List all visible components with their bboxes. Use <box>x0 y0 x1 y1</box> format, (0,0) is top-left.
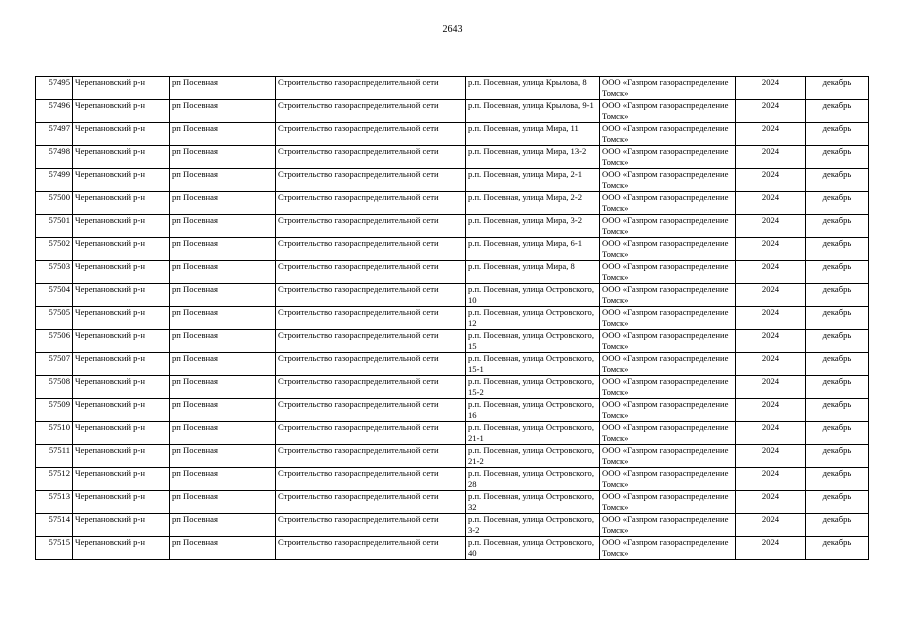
cell-address: р.п. Посевная, улица Крылова, 8 <box>466 77 600 100</box>
cell-settlement: рп Посевная <box>170 307 276 330</box>
cell-district: Черепановский р-н <box>73 100 170 123</box>
table-row <box>36 445 869 468</box>
cell-record-number: 57508 <box>36 376 73 399</box>
cell-year: 2024 <box>736 445 806 468</box>
cell-settlement: рп Посевная <box>170 491 276 514</box>
cell-address: р.п. Посевная, улица Островского, 16 <box>466 399 600 422</box>
cell-district: Черепановский р-н <box>73 284 170 307</box>
cell-work-type: Строительство газораспределительной сети <box>276 215 466 238</box>
cell-address: р.п. Посевная, улица Островского, 32 <box>466 491 600 514</box>
cell-organization: ООО «Газпром газораспределение Томск» <box>600 422 736 445</box>
table-row <box>36 376 869 399</box>
cell-address: р.п. Посевная, улица Островского, 3-2 <box>466 514 600 537</box>
cell-settlement: рп Посевная <box>170 238 276 261</box>
cell-record-number: 57507 <box>36 353 73 376</box>
cell-organization: ООО «Газпром газораспределение Томск» <box>600 468 736 491</box>
cell-district: Черепановский р-н <box>73 468 170 491</box>
table-row <box>36 261 869 284</box>
cell-district: Черепановский р-н <box>73 123 170 146</box>
table-row <box>36 307 869 330</box>
page-number: 2643 <box>442 24 463 35</box>
cell-district: Черепановский р-н <box>73 146 170 169</box>
cell-year: 2024 <box>736 146 806 169</box>
cell-month: декабрь <box>806 376 869 399</box>
cell-record-number: 57500 <box>36 192 73 215</box>
cell-year: 2024 <box>736 330 806 353</box>
table-row <box>36 77 869 100</box>
cell-record-number: 57506 <box>36 330 73 353</box>
cell-year: 2024 <box>736 376 806 399</box>
cell-month: декабрь <box>806 330 869 353</box>
cell-settlement: рп Посевная <box>170 100 276 123</box>
cell-year: 2024 <box>736 215 806 238</box>
cell-settlement: рп Посевная <box>170 537 276 560</box>
cell-work-type: Строительство газораспределительной сети <box>276 169 466 192</box>
cell-year: 2024 <box>736 537 806 560</box>
cell-address: р.п. Посевная, улица Мира, 11 <box>466 123 600 146</box>
table-row <box>36 192 869 215</box>
cell-district: Черепановский р-н <box>73 445 170 468</box>
cell-settlement: рп Посевная <box>170 422 276 445</box>
cell-year: 2024 <box>736 307 806 330</box>
cell-settlement: рп Посевная <box>170 169 276 192</box>
cell-month: декабрь <box>806 100 869 123</box>
cell-district: Черепановский р-н <box>73 537 170 560</box>
cell-organization: ООО «Газпром газораспределение Томск» <box>600 261 736 284</box>
cell-address: р.п. Посевная, улица Островского, 28 <box>466 468 600 491</box>
cell-record-number: 57509 <box>36 399 73 422</box>
cell-settlement: рп Посевная <box>170 353 276 376</box>
cell-organization: ООО «Газпром газораспределение Томск» <box>600 238 736 261</box>
cell-work-type: Строительство газораспределительной сети <box>276 238 466 261</box>
cell-work-type: Строительство газораспределительной сети <box>276 192 466 215</box>
cell-year: 2024 <box>736 169 806 192</box>
cell-organization: ООО «Газпром газораспределение Томск» <box>600 192 736 215</box>
cell-address: р.п. Посевная, улица Островского, 21-2 <box>466 445 600 468</box>
cell-settlement: рп Посевная <box>170 123 276 146</box>
cell-month: декабрь <box>806 284 869 307</box>
cell-record-number: 57513 <box>36 491 73 514</box>
cell-organization: ООО «Газпром газораспределение Томск» <box>600 215 736 238</box>
cell-month: декабрь <box>806 261 869 284</box>
cell-organization: ООО «Газпром газораспределение Томск» <box>600 284 736 307</box>
table-row <box>36 238 869 261</box>
cell-month: декабрь <box>806 514 869 537</box>
cell-district: Черепановский р-н <box>73 491 170 514</box>
registry-table-body <box>36 77 869 560</box>
cell-year: 2024 <box>736 399 806 422</box>
cell-organization: ООО «Газпром газораспределение Томск» <box>600 77 736 100</box>
cell-month: декабрь <box>806 192 869 215</box>
cell-record-number: 57498 <box>36 146 73 169</box>
table-row <box>36 514 869 537</box>
cell-year: 2024 <box>736 422 806 445</box>
cell-record-number: 57515 <box>36 537 73 560</box>
cell-record-number: 57514 <box>36 514 73 537</box>
cell-year: 2024 <box>736 284 806 307</box>
cell-district: Черепановский р-н <box>73 215 170 238</box>
cell-work-type: Строительство газораспределительной сети <box>276 307 466 330</box>
table-row <box>36 284 869 307</box>
cell-work-type: Строительство газораспределительной сети <box>276 77 466 100</box>
cell-district: Черепановский р-н <box>73 261 170 284</box>
cell-record-number: 57502 <box>36 238 73 261</box>
cell-district: Черепановский р-н <box>73 353 170 376</box>
cell-month: декабрь <box>806 468 869 491</box>
cell-record-number: 57512 <box>36 468 73 491</box>
cell-record-number: 57511 <box>36 445 73 468</box>
cell-settlement: рп Посевная <box>170 261 276 284</box>
cell-year: 2024 <box>736 491 806 514</box>
cell-organization: ООО «Газпром газораспределение Томск» <box>600 491 736 514</box>
table-row <box>36 422 869 445</box>
cell-work-type: Строительство газораспределительной сети <box>276 422 466 445</box>
cell-month: декабрь <box>806 146 869 169</box>
cell-month: декабрь <box>806 537 869 560</box>
cell-month: декабрь <box>806 123 869 146</box>
cell-year: 2024 <box>736 353 806 376</box>
table-row <box>36 215 869 238</box>
table-row <box>36 123 869 146</box>
cell-address: р.п. Посевная, улица Островского, 21-1 <box>466 422 600 445</box>
cell-work-type: Строительство газораспределительной сети <box>276 514 466 537</box>
cell-district: Черепановский р-н <box>73 307 170 330</box>
table-row <box>36 353 869 376</box>
cell-district: Черепановский р-н <box>73 422 170 445</box>
cell-work-type: Строительство газораспределительной сети <box>276 491 466 514</box>
cell-address: р.п. Посевная, улица Мира, 2-2 <box>466 192 600 215</box>
cell-organization: ООО «Газпром газораспределение Томск» <box>600 100 736 123</box>
cell-address: р.п. Посевная, улица Островского, 15-2 <box>466 376 600 399</box>
cell-year: 2024 <box>736 123 806 146</box>
cell-settlement: рп Посевная <box>170 215 276 238</box>
table-row <box>36 468 869 491</box>
cell-address: р.п. Посевная, улица Мира, 13-2 <box>466 146 600 169</box>
cell-record-number: 57501 <box>36 215 73 238</box>
cell-record-number: 57504 <box>36 284 73 307</box>
cell-month: декабрь <box>806 238 869 261</box>
cell-district: Черепановский р-н <box>73 399 170 422</box>
cell-settlement: рп Посевная <box>170 445 276 468</box>
cell-organization: ООО «Газпром газораспределение Томск» <box>600 399 736 422</box>
cell-organization: ООО «Газпром газораспределение Томск» <box>600 123 736 146</box>
cell-year: 2024 <box>736 77 806 100</box>
cell-address: р.п. Посевная, улица Островского, 12 <box>466 307 600 330</box>
cell-settlement: рп Посевная <box>170 330 276 353</box>
cell-record-number: 57496 <box>36 100 73 123</box>
cell-work-type: Строительство газораспределительной сети <box>276 100 466 123</box>
cell-work-type: Строительство газораспределительной сети <box>276 537 466 560</box>
cell-record-number: 57503 <box>36 261 73 284</box>
cell-address: р.п. Посевная, улица Крылова, 9-1 <box>466 100 600 123</box>
cell-organization: ООО «Газпром газораспределение Томск» <box>600 537 736 560</box>
cell-address: р.п. Посевная, улица Мира, 3-2 <box>466 215 600 238</box>
cell-district: Черепановский р-н <box>73 238 170 261</box>
cell-district: Черепановский р-н <box>73 330 170 353</box>
cell-month: декабрь <box>806 215 869 238</box>
cell-settlement: рп Посевная <box>170 146 276 169</box>
cell-organization: ООО «Газпром газораспределение Томск» <box>600 445 736 468</box>
cell-year: 2024 <box>736 261 806 284</box>
cell-work-type: Строительство газораспределительной сети <box>276 399 466 422</box>
cell-district: Черепановский р-н <box>73 376 170 399</box>
cell-month: декабрь <box>806 445 869 468</box>
cell-year: 2024 <box>736 468 806 491</box>
cell-organization: ООО «Газпром газораспределение Томск» <box>600 330 736 353</box>
cell-work-type: Строительство газораспределительной сети <box>276 123 466 146</box>
cell-year: 2024 <box>736 514 806 537</box>
cell-address: р.п. Посевная, улица Мира, 2-1 <box>466 169 600 192</box>
cell-settlement: рп Посевная <box>170 284 276 307</box>
cell-work-type: Строительство газораспределительной сети <box>276 445 466 468</box>
table-row <box>36 399 869 422</box>
table-row <box>36 100 869 123</box>
cell-month: декабрь <box>806 491 869 514</box>
cell-month: декабрь <box>806 77 869 100</box>
cell-organization: ООО «Газпром газораспределение Томск» <box>600 169 736 192</box>
cell-record-number: 57510 <box>36 422 73 445</box>
cell-district: Черепановский р-н <box>73 169 170 192</box>
cell-work-type: Строительство газораспределительной сети <box>276 353 466 376</box>
table-row <box>36 330 869 353</box>
cell-district: Черепановский р-н <box>73 514 170 537</box>
cell-address: р.п. Посевная, улица Островского, 15-1 <box>466 353 600 376</box>
cell-work-type: Строительство газораспределительной сети <box>276 284 466 307</box>
cell-organization: ООО «Газпром газораспределение Томск» <box>600 376 736 399</box>
cell-work-type: Строительство газораспределительной сети <box>276 146 466 169</box>
cell-settlement: рп Посевная <box>170 77 276 100</box>
cell-address: р.п. Посевная, улица Мира, 8 <box>466 261 600 284</box>
cell-record-number: 57495 <box>36 77 73 100</box>
cell-district: Черепановский р-н <box>73 77 170 100</box>
table-row <box>36 537 869 560</box>
cell-month: декабрь <box>806 399 869 422</box>
cell-settlement: рп Посевная <box>170 514 276 537</box>
cell-record-number: 57505 <box>36 307 73 330</box>
table-row <box>36 491 869 514</box>
cell-address: р.п. Посевная, улица Островского, 15 <box>466 330 600 353</box>
cell-settlement: рп Посевная <box>170 468 276 491</box>
cell-work-type: Строительство газораспределительной сети <box>276 376 466 399</box>
cell-work-type: Строительство газораспределительной сети <box>276 261 466 284</box>
cell-address: р.п. Посевная, улица Мира, 6-1 <box>466 238 600 261</box>
cell-month: декабрь <box>806 422 869 445</box>
registry-table <box>35 76 869 560</box>
cell-record-number: 57497 <box>36 123 73 146</box>
cell-month: декабрь <box>806 169 869 192</box>
cell-settlement: рп Посевная <box>170 192 276 215</box>
cell-record-number: 57499 <box>36 169 73 192</box>
cell-year: 2024 <box>736 100 806 123</box>
cell-month: декабрь <box>806 307 869 330</box>
cell-year: 2024 <box>736 238 806 261</box>
cell-work-type: Строительство газораспределительной сети <box>276 330 466 353</box>
table-row <box>36 169 869 192</box>
table-row <box>36 146 869 169</box>
cell-address: р.п. Посевная, улица Островского, 10 <box>466 284 600 307</box>
cell-work-type: Строительство газораспределительной сети <box>276 468 466 491</box>
cell-organization: ООО «Газпром газораспределение Томск» <box>600 353 736 376</box>
cell-organization: ООО «Газпром газораспределение Томск» <box>600 307 736 330</box>
cell-year: 2024 <box>736 192 806 215</box>
cell-district: Черепановский р-н <box>73 192 170 215</box>
cell-settlement: рп Посевная <box>170 376 276 399</box>
cell-settlement: рп Посевная <box>170 399 276 422</box>
cell-month: декабрь <box>806 353 869 376</box>
cell-organization: ООО «Газпром газораспределение Томск» <box>600 146 736 169</box>
cell-organization: ООО «Газпром газораспределение Томск» <box>600 514 736 537</box>
cell-address: р.п. Посевная, улица Островского, 40 <box>466 537 600 560</box>
